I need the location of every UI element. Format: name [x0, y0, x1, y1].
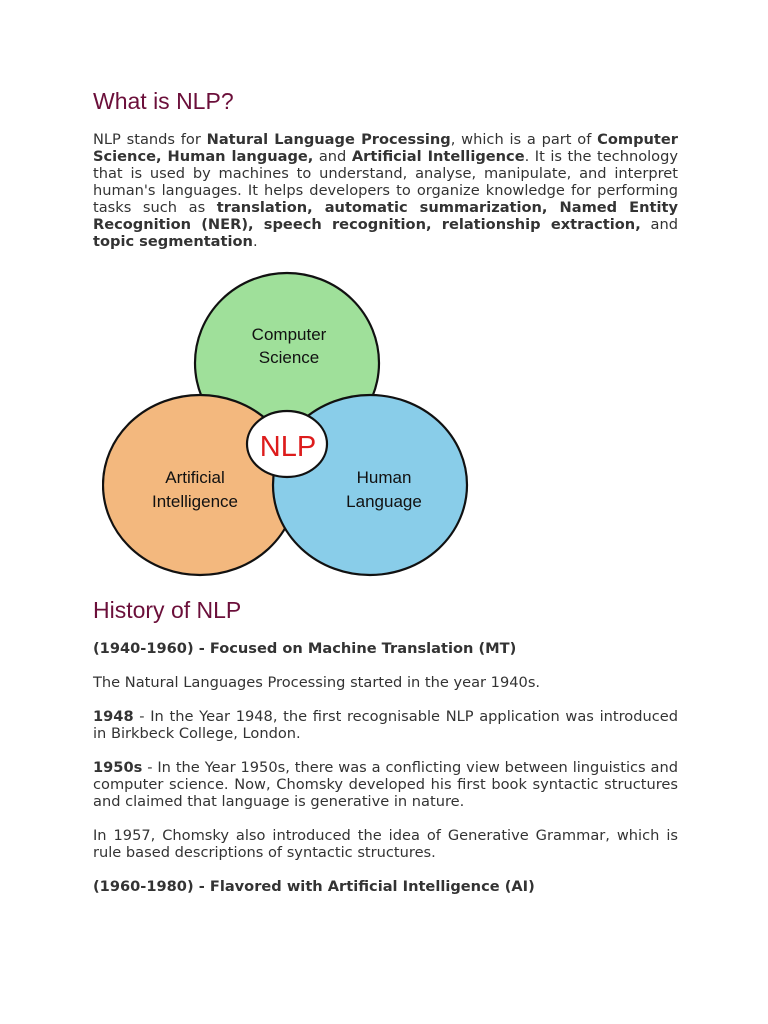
section-heading-history: History of NLP	[93, 597, 242, 623]
intro-text-6: .	[252, 233, 258, 250]
year-1950s: 1950s	[93, 759, 143, 776]
intro-text-1: NLP stands for	[93, 131, 207, 148]
history-1948-paragraph	[93, 708, 678, 742]
era-heading-1960-1980	[93, 878, 678, 895]
history-1957-paragraph: In 1957, Chomsky also introduced the idea of Generative Grammar, which is rule based descriptions of syntactic structures.	[93, 827, 678, 861]
intro-bold-topic: topic segmentation	[93, 233, 253, 250]
intro-text-2: , which is a part of	[450, 131, 598, 148]
text-1950s: - In the Year 1950s, there was a conflicting view between linguistics and computer science. Now, Chomsky developed his first book syntactic structures and claimed that language is generative in nature.	[93, 759, 678, 810]
era-heading-1940-1960	[93, 640, 678, 657]
label-intelligence: Intelligence	[151, 492, 239, 511]
year-1948: 1948	[93, 708, 134, 725]
intro-bold-fields: Computer Science, Human language,	[93, 131, 678, 165]
intro-paragraph	[93, 131, 678, 250]
history-1950s-paragraph	[93, 759, 678, 810]
intro-text-5: and	[640, 216, 678, 233]
label-nlp: NLP	[259, 431, 317, 463]
intro-text-4: . It is the technology that is used by machines to understand, analyse, manipulate, and interpret human's languages. It helps developers to organize knowledge for performing tasks such as	[93, 148, 679, 216]
era2-bold: (1960-1980) - Flavored with Artificial Intelligence (AI)	[93, 878, 535, 895]
nlp-venn-diagram	[102, 270, 482, 580]
label-computer: Computer	[251, 325, 327, 344]
intro-bold-nlp: Natural Language Processing	[206, 131, 451, 148]
era1-bold: (1940-1960) - Focused on Machine Translation (MT)	[93, 640, 517, 657]
label-language: Language	[346, 492, 422, 511]
label-science: Science	[258, 348, 320, 367]
intro-bold-ai: Artificial Intelligence	[351, 148, 525, 165]
label-human: Human	[356, 468, 412, 487]
label-artificial: Artificial	[165, 468, 225, 487]
text-1948: - In the Year 1948, the first recognisable NLP application was introduced in Birkbeck College, London.	[93, 708, 678, 742]
intro-text-3: and	[313, 148, 352, 165]
section-heading-what-is-nlp: What is NLP?	[93, 88, 234, 114]
intro-bold-tasks: translation, automatic summarization, Named Entity Recognition (NER), speech recognition, relationship extraction,	[93, 199, 678, 233]
history-start-paragraph: The Natural Languages Processing started in the year 1940s.	[93, 674, 541, 691]
